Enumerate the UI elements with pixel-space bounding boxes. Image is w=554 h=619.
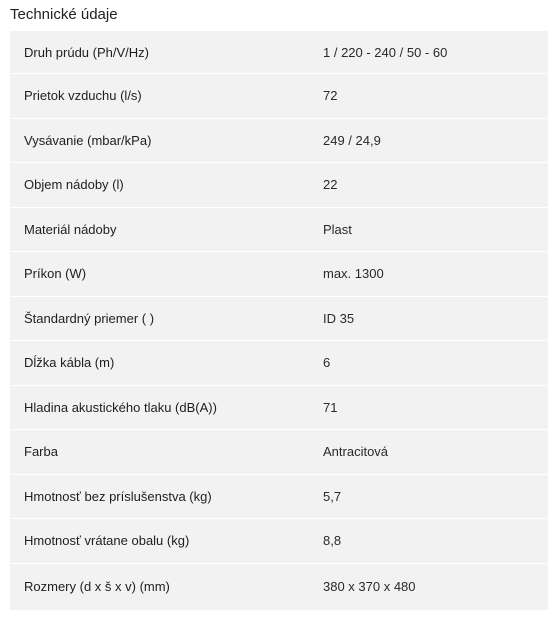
spec-value: 249 / 24,9	[323, 132, 381, 148]
spec-label: Hladina akustického tlaku (dB(A))	[24, 399, 217, 415]
spec-label: Dĺžka kábla (m)	[24, 355, 115, 371]
spec-label: Štandardný priemer ( )	[24, 310, 155, 326]
spec-value: 71	[323, 399, 338, 415]
spec-label: Príkon (W)	[24, 266, 87, 282]
spec-label: Materiál nádoby	[24, 221, 117, 237]
spec-row-container-material	[10, 208, 548, 253]
spec-row-color	[10, 430, 548, 475]
spec-row-weight-without-accessories	[10, 475, 548, 520]
specs-table	[10, 31, 548, 610]
spec-value: 1 / 220 - 240 / 50 - 60	[323, 44, 448, 60]
spec-row-container-volume	[10, 163, 548, 208]
spec-value: 380 x 370 x 480	[323, 579, 416, 594]
spec-value: max. 1300	[323, 266, 384, 282]
spec-label: Hmotnosť vrátane obalu (kg)	[24, 533, 190, 549]
section-title: Technické údaje	[10, 6, 118, 23]
spec-row-airflow	[10, 74, 548, 119]
spec-row-suction	[10, 119, 548, 164]
spec-row-power	[10, 252, 548, 297]
spec-value: 22	[323, 177, 338, 193]
spec-row-weight-with-packaging	[10, 519, 548, 564]
spec-row-current-type	[10, 31, 548, 74]
spec-value: Plast	[323, 221, 352, 237]
spec-row-standard-diameter	[10, 297, 548, 342]
spec-row-sound-pressure	[10, 386, 548, 431]
spec-label: Prietok vzduchu (l/s)	[24, 88, 142, 104]
spec-label: Vysávanie (mbar/kPa)	[24, 132, 152, 148]
spec-value: 8,8	[323, 533, 342, 549]
spec-value: 6	[323, 355, 331, 371]
spec-value: 5,7	[323, 488, 342, 504]
spec-value: Antracitová	[323, 444, 389, 460]
spec-value: 72	[323, 88, 338, 104]
spec-value: ID 35	[323, 310, 355, 326]
spec-label: Objem nádoby (l)	[24, 177, 124, 193]
spec-label: Druh prúdu (Ph/V/Hz)	[24, 44, 149, 60]
spec-row-dimensions	[10, 564, 548, 610]
spec-label: Farba	[24, 444, 58, 460]
spec-label: Hmotnosť bez príslušenstva (kg)	[24, 488, 212, 504]
spec-row-cable-length	[10, 341, 548, 386]
spec-label: Rozmery (d x š x v) (mm)	[24, 579, 170, 594]
